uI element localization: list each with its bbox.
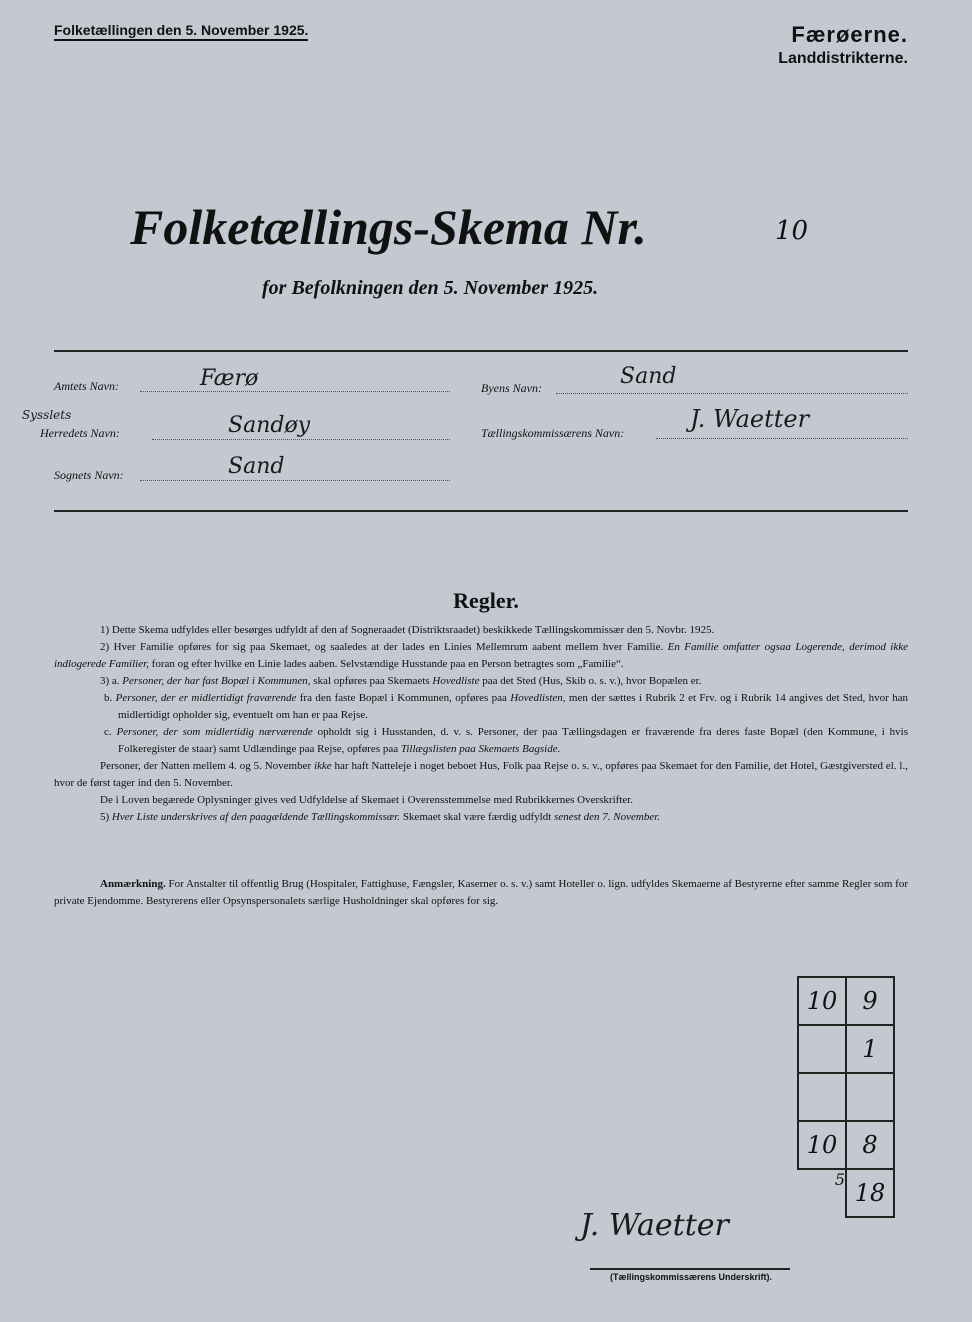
anmaerkning-note: Anmærkning. For Anstalter til offentlig Brug (Hospitaler, Fattighuse, Fængsler, Kaserner o. s. v.) samt Hoteller o. lign. udfyldes Skemaerne af Bestyrerne efter samme Regler som for private Ejendomme. Bestyrerens eller Opsynspersonalets særlige Husholdninger skal opføres for sig. [54,878,908,907]
form-title: Folketællings-Skema Nr. [130,199,647,255]
form-number: 10 [775,216,809,246]
rules-heading: Regler. [453,588,519,613]
signature-caption: (Tællingskommissærens Underskrift). [610,1272,773,1282]
divider-bottom [54,510,908,512]
rule-2: 2) Hver Familie opføres for sig paa Skemaet, og saaledes at der lades en Linies Mellemrum aabent mellem hver Familie. En Familie omfatter ogsaa Logerende, derimod ikke indlogerede Familier, foran og efter hvilke en Linie lades aaben. Selvstændige Husstande paa en Person betragtes som „Familie“. [54,641,908,670]
rule-3c: c. Personer, der som midlertidig nærværende opholdt sig i Husstanden, d. v. s. Personer, der paa Tællingsdagen er fraværende fra deres faste Bopæl (den Kommune, i hvis Folkeregister de staar) samt Udlændinge paa Rejse, opføres paa Tillægslisten paa Skemaets Bagside. [104,726,908,755]
by-label: Byens Navn: [481,381,542,395]
rule-3a: 3) a. Personer, der har fast Bopæl i Kommunen, skal opføres paa Skemaets Hovedliste paa det Sted (Hus, Skib o. s. v.), hvor Bopælen er. [100,675,702,687]
tally-cell: 8 [846,1121,894,1169]
amt-line [140,390,450,392]
tally-note: 5 [834,1170,845,1189]
amt-value: Færø [200,366,259,391]
tally-cell [798,1025,846,1073]
herred-value: Sandøy [228,413,311,438]
tally-cell: 18 [846,1169,894,1217]
tally-cell: 1 [846,1025,894,1073]
by-line [556,392,908,394]
header-right-line1: Færøerne. [791,22,908,47]
sogn-value: Sand [228,454,285,479]
herred-line [152,438,450,440]
header-right-line2: Landdistrikterne. [778,50,908,67]
rule-4: De i Loven begærede Oplysninger gives ved Udfyldelse af Skemaet i Overensstemmelse med Rubrikkernes Overskrifter. [100,794,634,806]
tally-cell: 9 [846,977,894,1025]
header-right [778,22,908,68]
tally-cell: 10 [798,977,846,1025]
by-value: Sand [620,364,677,389]
header-left: Folketællingen den 5. November 1925. [54,22,308,41]
tally-cell [798,1073,846,1121]
divider-top [54,350,908,352]
rule-3d: Personer, der Natten mellem 4. og 5. November ikke har haft Natteleje i noget beboet Hus, Folk paa Rejse o. s. v., opføres paa Skemaet for den Familie, det Hotel, Gæstgiversted el. l., hvor de først tager ind den 5. November. [54,760,908,789]
komm-label: Tællingskommissærens Navn: [481,426,625,440]
form-subtitle: for Befolkningen den 5. November 1925. [262,277,599,299]
tally-cell [846,1073,894,1121]
sogn-line [140,479,450,481]
herred-label: Herredets Navn: [40,426,120,440]
rule-1: 1) Dette Skema udfyldes eller besørges udfyldt af den af Sogneraadet (Distriktsraadet) beskikkede Tællingskommissær den 5. Novbr. 1925. [100,624,715,636]
amt-label: Amtets Navn: [54,379,119,393]
herred-prefix: Sysslets [22,408,72,422]
signature: J. Waetter [580,1208,729,1243]
tally-box [797,976,895,1218]
komm-value: J. Waetter [690,405,810,433]
komm-line [656,437,908,439]
tally-cell: 10 [798,1121,846,1169]
rule-3b: b. Personer, der er midlertidigt fraværende fra den faste Bopæl i Kommunen, opføres paa Hovedlisten, men der sættes i Rubrik 2 et Frv. og i Rubrik 14 angives det Sted, hvor han midlertidigt opholder sig, eventuelt om han er paa Rejse. [104,692,908,721]
rule-5: 5) Hver Liste underskrives af den paagældende Tællingskommissær. Skemaet skal være færdig udfyldt senest den 7. November. [100,811,661,823]
signature-line [590,1268,790,1270]
sogn-label: Sognets Navn: [54,468,124,482]
rules-list [54,622,908,826]
